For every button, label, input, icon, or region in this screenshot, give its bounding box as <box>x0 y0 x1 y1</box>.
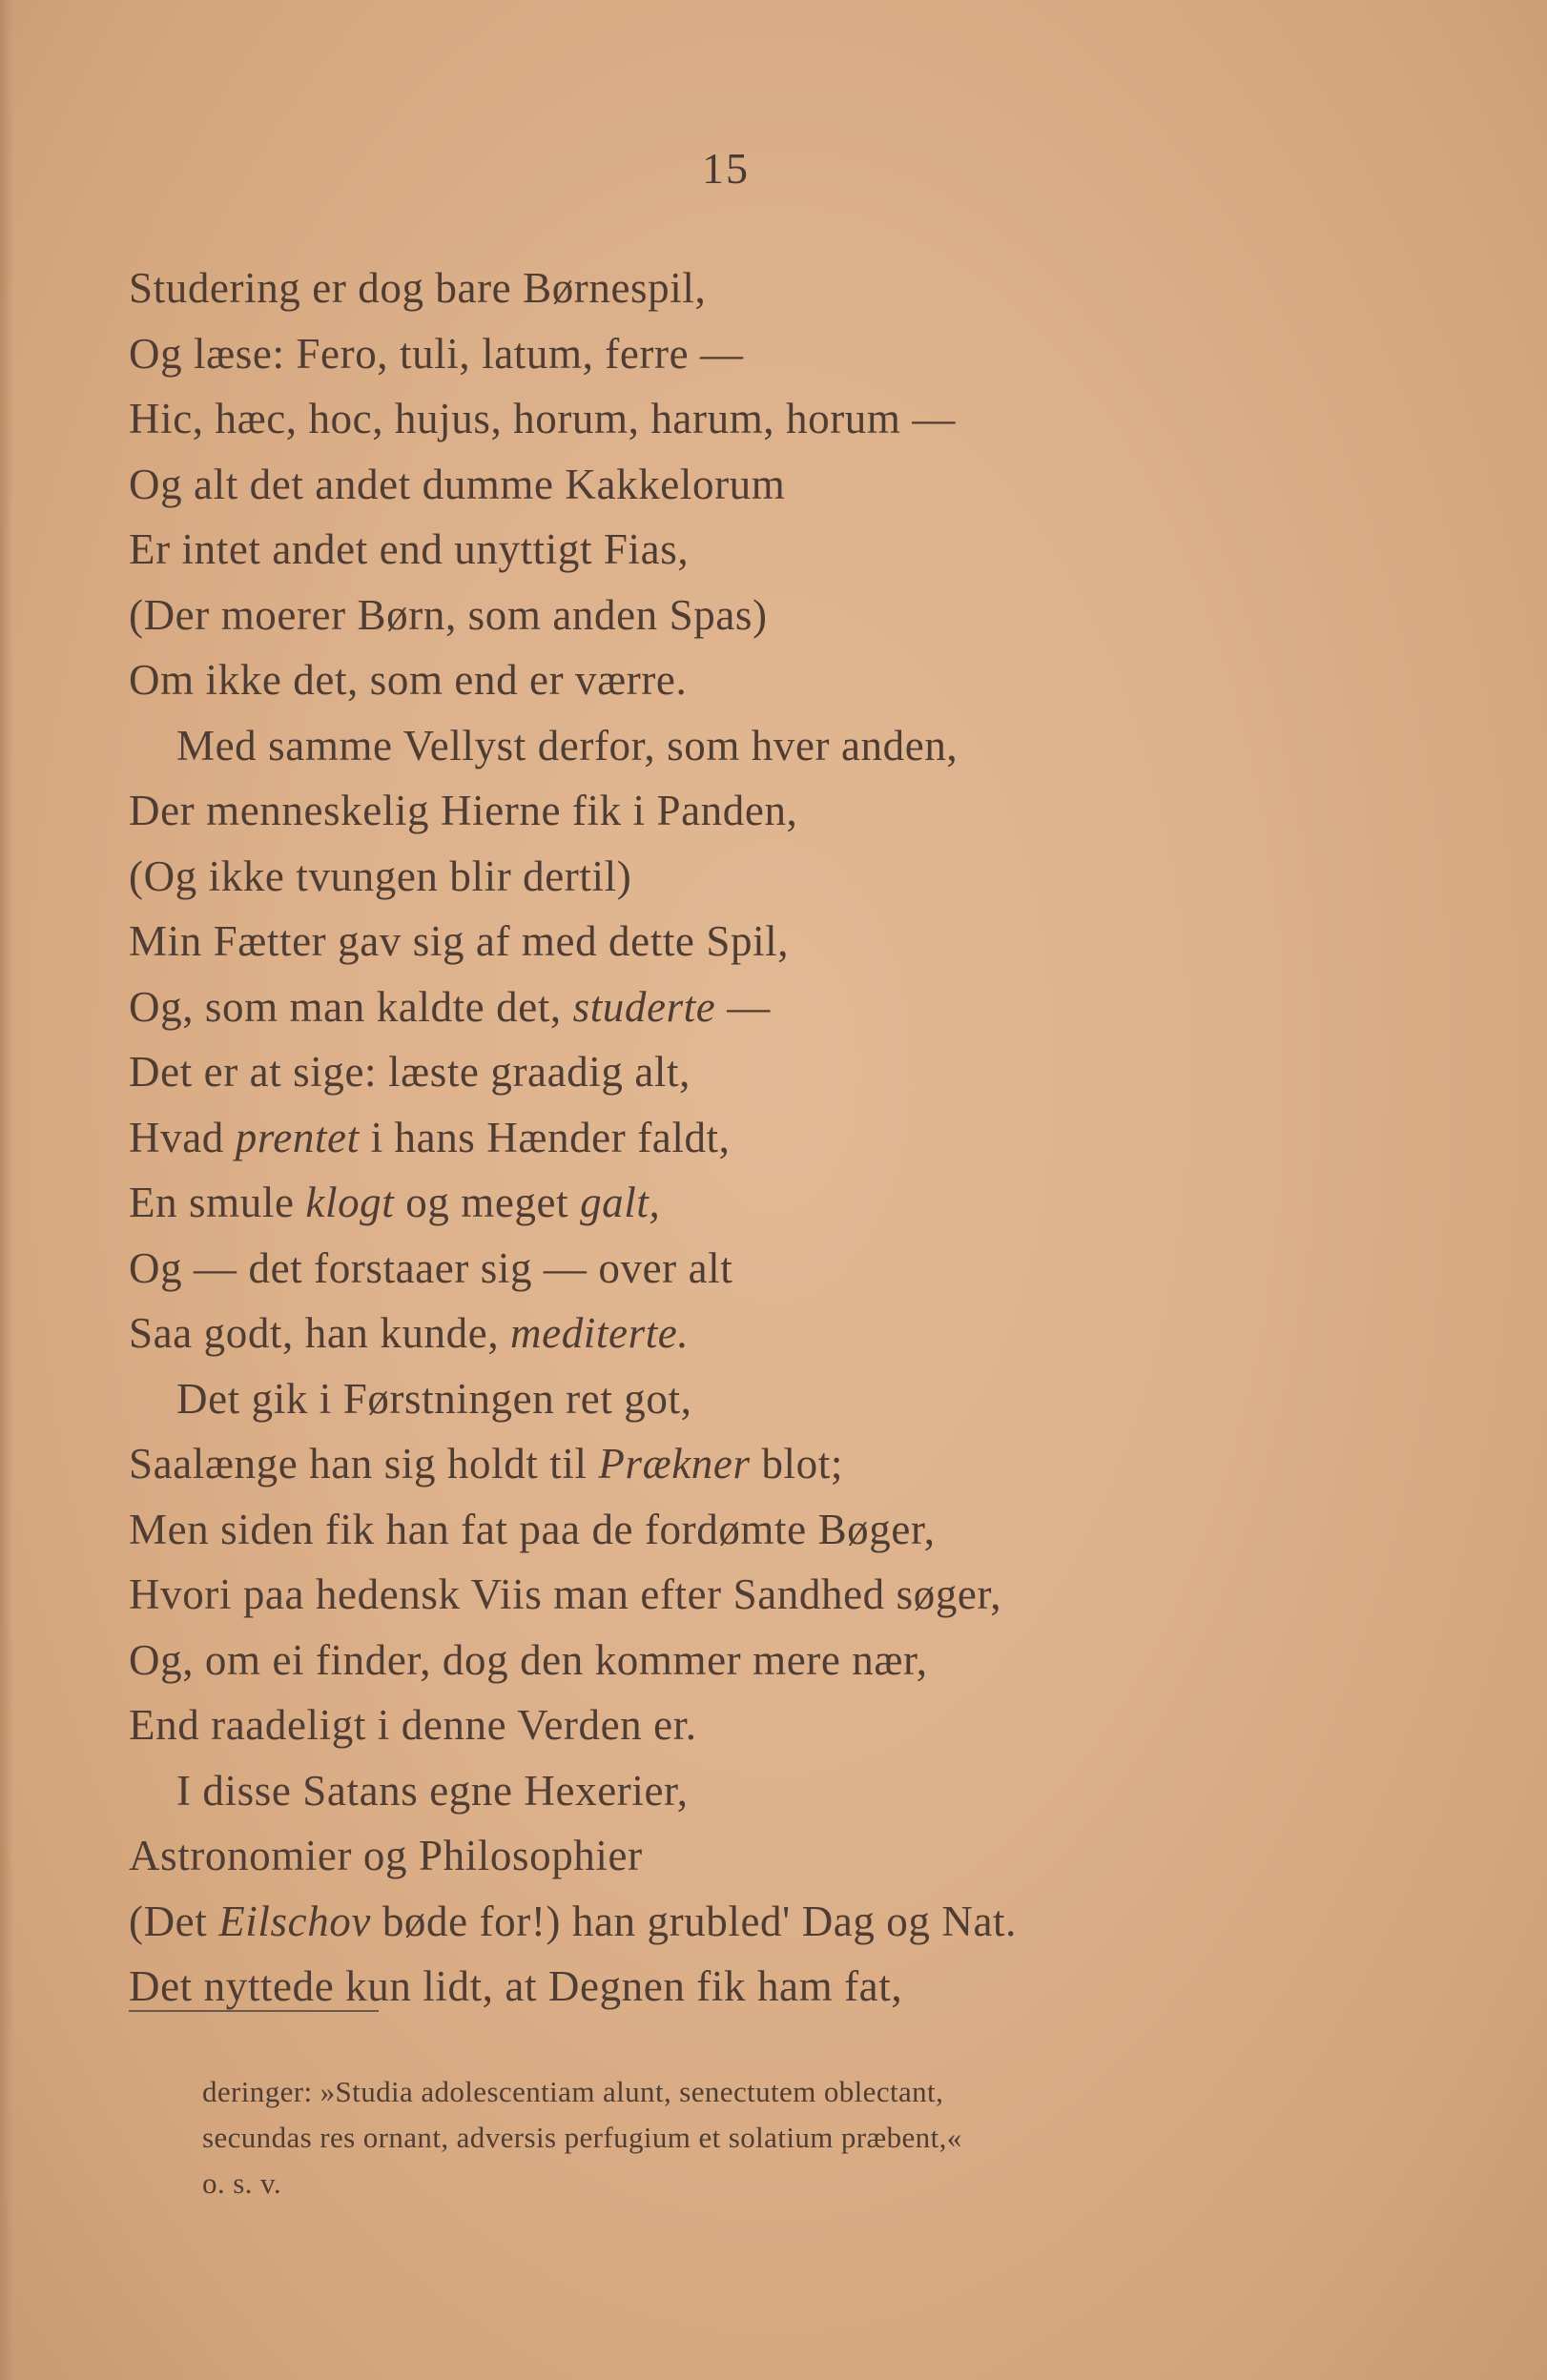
poem-line-italic: studerte <box>572 982 716 1031</box>
footnote-line: deringer: »Studia adolescentiam alunt, senectutem oblectant, <box>202 2075 944 2108</box>
poem-line <box>129 583 1483 648</box>
poem-line-segment: Og, som man kaldte det, <box>129 982 573 1031</box>
poem-line-segment: Hvad <box>129 1113 236 1161</box>
footnote-rule <box>129 2010 379 2012</box>
poem-line-segment: Om ikke det, som end er værre. <box>129 656 688 704</box>
poem-line <box>129 778 1483 844</box>
poem-line-segment: Det er at sige: læste graadig alt, <box>129 1048 691 1096</box>
poem-line-segment: Min Fætter gav sig af med dette Spil, <box>129 917 790 965</box>
poem-line-italic: Eilschov <box>218 1897 371 1945</box>
poem-line-segment: Det gik i Førstningen ret got, <box>176 1374 692 1423</box>
poem-line-segment: Der menneskelig Hierne fik i Panden, <box>129 787 798 834</box>
footnote <box>202 2069 1461 2206</box>
page-number: 15 <box>702 144 750 193</box>
poem-line-segment: Saalænge han sig holdt til <box>129 1440 599 1488</box>
poem-line <box>129 844 1483 910</box>
poem-line-segment: bøde for!) han grubled' Dag og Nat. <box>370 1897 1017 1945</box>
poem-line-segment: og meget <box>394 1179 581 1226</box>
poem-line-italic: prentet <box>235 1113 360 1161</box>
poem-line-segment: Saa godt, han kunde, <box>129 1309 511 1357</box>
poem-line <box>129 321 1483 387</box>
poem-line-italic: galt, <box>580 1179 661 1226</box>
poem-line <box>129 713 1483 779</box>
poem-line-italic: Prækner <box>598 1440 751 1488</box>
poem-line-segment: Med samme Vellyst derfor, som hver anden, <box>176 721 959 769</box>
poem-line-segment: Og alt det andet dumme Kakkelorum <box>129 460 786 508</box>
poem-line-segment: Hic, hæc, hoc, hujus, horum, harum, horum — <box>129 395 956 442</box>
poem-line-segment: Hvori paa hedensk Viis man efter Sandhed søger, <box>129 1570 1002 1618</box>
poem-line-segment: End raadeligt i denne Verden er. <box>129 1701 697 1749</box>
page-edge-shadow <box>0 0 13 2380</box>
poem-text <box>129 256 1483 2020</box>
poem-line <box>129 452 1483 518</box>
poem-line <box>129 1628 1483 1693</box>
poem-line <box>129 1562 1483 1628</box>
poem-line-italic: mediterte. <box>510 1309 690 1357</box>
footnote-line: o. s. v. <box>202 2166 282 2200</box>
poem-line <box>129 256 1483 321</box>
poem-line-segment: Og læse: Fero, tuli, latum, ferre — <box>129 329 744 378</box>
poem-line-segment: Studering er dog bare Børnespil, <box>129 264 707 312</box>
footnote-line: secundas res ornant, adversis perfugium et solatium præbent,« <box>202 2121 962 2154</box>
poem-line <box>129 1823 1483 1889</box>
poem-line-segment: blot; <box>750 1440 843 1488</box>
poem-line <box>129 909 1483 975</box>
poem-line-segment: (Der moerer Børn, som anden Spas) <box>129 590 768 639</box>
poem-line-segment: En smule <box>129 1179 306 1226</box>
poem-line-segment: (Det <box>129 1897 219 1945</box>
poem-line <box>129 1497 1483 1563</box>
poem-line <box>129 1039 1483 1105</box>
poem-line <box>129 1431 1483 1497</box>
poem-line-segment: Men siden fik han fat paa de fordømte Bøger, <box>129 1505 936 1553</box>
poem-line-segment: Og — det forstaaer sig — over alt <box>129 1243 733 1292</box>
poem-line <box>129 1301 1483 1366</box>
poem-line-segment: Det nyttede kun lidt, at Degnen fik ham fat, <box>129 1962 903 2010</box>
poem-line <box>129 647 1483 713</box>
poem-line <box>129 1693 1483 1758</box>
poem-line-segment: i hans Hænder faldt, <box>359 1113 731 1161</box>
poem-line-segment: I disse Satans egne Hexerier, <box>176 1766 689 1815</box>
poem-line <box>129 1889 1483 1955</box>
poem-line-segment: Astronomier og Philosophier <box>129 1832 643 1879</box>
poem-line-segment: Og, om ei finder, dog den kommer mere nær, <box>129 1635 928 1684</box>
poem-line <box>129 1236 1483 1302</box>
poem-line <box>129 1366 1483 1432</box>
poem-line <box>129 1170 1483 1236</box>
poem-line <box>129 386 1483 452</box>
poem-line-italic: klogt <box>305 1179 395 1226</box>
poem-line-segment: — <box>715 982 771 1031</box>
poem-line <box>129 1105 1483 1171</box>
poem-line-segment: Er intet andet end unyttigt Fias, <box>129 525 690 573</box>
poem-line-segment: (Og ikke tvungen blir dertil) <box>129 851 632 900</box>
poem-line <box>129 975 1483 1040</box>
poem-line <box>129 1758 1483 1824</box>
poem-line <box>129 517 1483 583</box>
